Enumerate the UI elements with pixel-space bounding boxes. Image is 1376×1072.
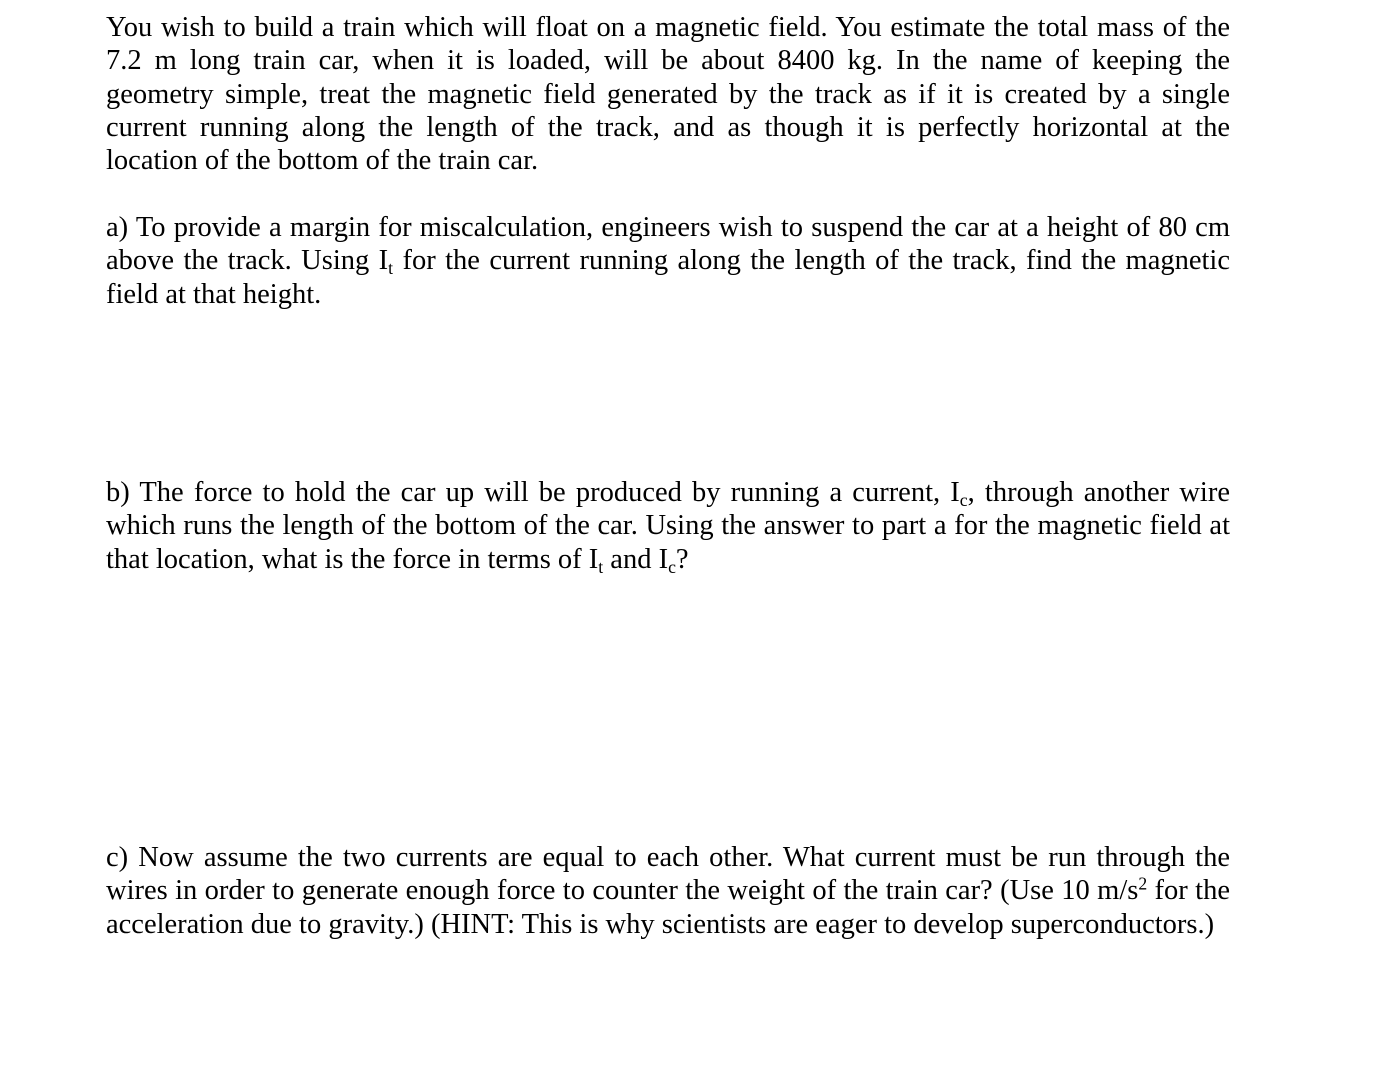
part-b-paragraph	[106, 476, 1230, 576]
part-b-text-1: b) The force to hold the car up will be produced by running a current, I	[106, 477, 960, 508]
part-b-text-4: ?	[675, 543, 689, 575]
part-a-paragraph	[106, 211, 1230, 311]
part-b-subscript-c: c	[959, 489, 968, 510]
part-c-superscript-2: 2	[1138, 873, 1148, 894]
part-c-paragraph	[106, 841, 1230, 941]
part-a-text-1: a) To provide a margin for miscalculation, engineers wish to suspend the car at a height of 80 cm above the track. Using I	[106, 212, 1230, 277]
part-a-text-2: for the current running along the length of the track, find the magnetic field at that height.	[106, 245, 1230, 310]
intro-paragraph	[106, 11, 1230, 177]
part-a-subscript-t: t	[388, 258, 394, 279]
part-b-subscript-c-2: c	[668, 556, 676, 577]
document-page	[106, 0, 1230, 1072]
part-b-text-3: and I	[603, 543, 669, 575]
part-b-subscript-t: t	[598, 556, 604, 577]
part-c-text-2: for the acceleration due to gravity.) (HINT: This is why scientists are eager to develop superconductors.)	[106, 875, 1230, 940]
intro-text: You wish to build a train which will float on a magnetic field. You estimate the total mass of the 7.2 m long train car, when it is loaded, will be about 8400 kg. In the name of keeping the geometry simple, treat the magnetic field generated by the track as if it is created by a single current running along the length of the track, and as though it is perfectly horizontal at the location of the bottom of the train car.	[106, 12, 1230, 177]
part-c-text-1: c) Now assume the two currents are equal to each other. What current must be run through the wires in order to generate enough force to counter the weight of the train car? (Use 10 m/s	[106, 842, 1230, 907]
part-b-text-2: , through another wire which runs the length of the bottom of the car. Using the answer to part a for the magnetic field at that location, what is the force in terms of I	[106, 477, 1230, 575]
